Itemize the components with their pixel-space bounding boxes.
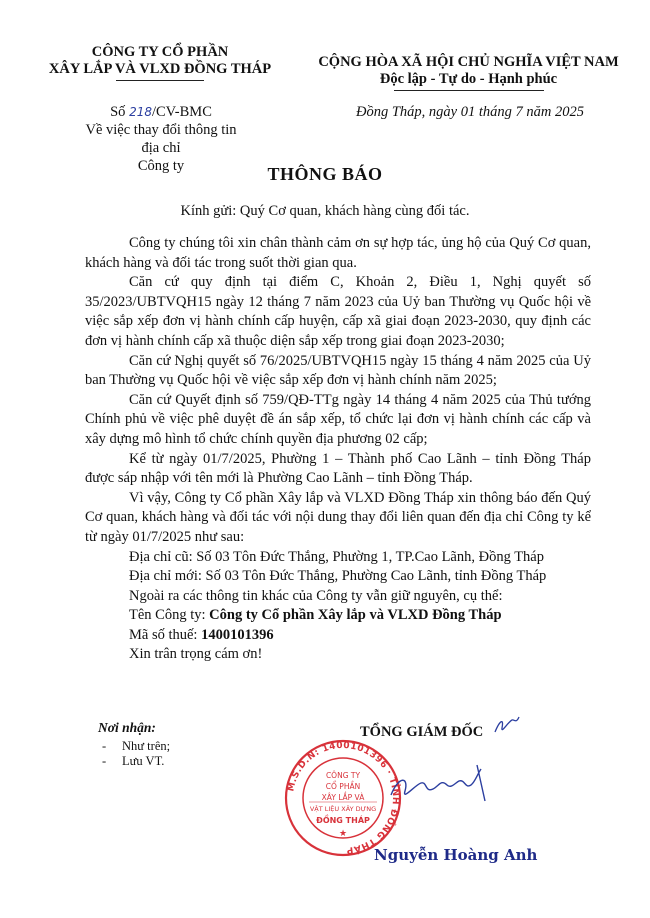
motto-divider — [394, 90, 544, 91]
handwritten-signature — [385, 755, 495, 815]
subject-line-1: Về việc thay đổi thông tin địa chỉ — [85, 122, 237, 156]
company-name-value: Công ty Cổ phần Xây lắp và VLXD Đồng Tháp — [209, 607, 502, 624]
nation-motto: Độc lập - Tự do - Hạnh phúc — [379, 71, 558, 87]
document-date: Đồng Tháp, ngày 01 tháng 7 năm 2025 — [356, 104, 584, 120]
stamp-ring-text: M.S.D.N: 1400101396 · TỈNH ĐỒNG THÁP — [286, 740, 401, 855]
paragraph-notice: Vì vậy, Công ty Cổ phần Xây lắp và VLXD Đồng Tháp xin thông báo đến Quý Cơ quan, khách hàng và đối tác với nội dung thay đổi liên quan đến địa chỉ Công ty kể từ ngày 01/7/2025 như sau: — [85, 489, 591, 545]
document-body — [85, 234, 591, 665]
paragraph-legal-basis-2: Căn cứ Nghị quyết số 76/2025/UBTVQH15 ngày 15 tháng 4 năm 2025 của Uỷ ban Thường vụ Quốc hội về việc sắp xếp đơn vị hành chính năm 2025; — [85, 352, 591, 389]
paragraph-legal-basis-1: Căn cứ quy định tại điểm C, Khoản 2, Điều 1, Nghị quyết số 35/2023/UBTVQH15 ngày 12 tháng 7 năm 2023 của Uỷ ban Thường vụ Quốc hội về việc sắp xếp đơn vị hành chính cấp huyện, cấp xã giai đoạn 2023-2030, quy định các đơn vị hành chính cấp xã thuộc diện sắp xếp trong giai đoạn 2023-2030; — [85, 274, 591, 349]
recipients-title: Nơi nhận: — [98, 720, 156, 735]
nation-line-1: CỘNG HÒA XÃ HỘI CHỦ NGHĨA VIỆT NAM — [318, 54, 619, 70]
subject-line-2: Công ty — [137, 158, 185, 174]
paragraph-legal-basis-3: Căn cứ Quyết định số 759/QĐ-TTg ngày 14 tháng 4 năm 2025 của Thủ tướng Chính phủ về việc phê duyệt đề án sắp xếp, tổ chức lại đơn vị hành chính các cấp và xây dựng mô hình tổ chức chính quyền địa phương 02 cấp; — [85, 391, 591, 447]
recipient-item: - Như trên; — [102, 739, 170, 754]
paragraph-thanks: Công ty chúng tôi xin chân thành cảm ơn sự hợp tác, ủng hộ của Quý Cơ quan, khách hàng và đối tác trong suốt thời gian qua. — [85, 235, 591, 271]
recipient-item: - Lưu VT. — [102, 754, 170, 769]
initials-scribble — [492, 714, 522, 736]
recipients-list — [102, 739, 170, 769]
closing-thanks: Xin trân trọng cám ơn! — [129, 646, 263, 663]
company-line-2: XÂY LẮP VÀ VLXD ĐỒNG THÁP — [48, 61, 272, 77]
stamp-line-4: VẬT LIỆU XÂY DỰNG — [309, 805, 377, 813]
stamp-line-1: CÔNG TY — [325, 771, 361, 780]
greeting: Kính gửi: Quý Cơ quan, khách hàng cùng đối tác. — [180, 203, 470, 219]
header-divider — [116, 80, 204, 81]
document-title: THÔNG BÁO — [267, 164, 383, 184]
other-info: Ngoài ra các thông tin khác của Công ty vẫn giữ nguyên, cụ thể: — [129, 587, 503, 604]
signer-name: Nguyễn Hoàng Anh — [374, 846, 538, 864]
stamp-line-2: CỔ PHẦN — [325, 782, 361, 791]
stamp-line-3: XÂY LẮP VÀ — [321, 793, 365, 802]
company-line-1: CÔNG TY CỔ PHẦN — [91, 44, 229, 60]
signer-title: TỔNG GIÁM ĐỐC — [360, 724, 484, 740]
stamp-line-5: ĐỒNG THÁP — [316, 816, 370, 825]
tax-code-row: Mã số thuế: 1400101396 — [129, 626, 274, 643]
nation-header — [296, 54, 641, 91]
paragraph-merger: Kể từ ngày 01/7/2025, Phường 1 – Thành phố Cao Lãnh – tỉnh Đồng Tháp được sáp nhập với tên mới là Phường Cao Lãnh – tỉnh Đồng Tháp. — [85, 450, 591, 487]
document-number: Số 218/CV-BMC — [110, 104, 212, 120]
recipients-block — [98, 720, 170, 769]
svg-text:★: ★ — [338, 829, 348, 839]
tax-code-value: 1400101396 — [201, 626, 274, 643]
handwritten-number: 218 — [129, 105, 152, 119]
new-address: Địa chỉ mới: Số 03 Tôn Đức Thắng, Phường Cao Lãnh, tỉnh Đồng Tháp — [129, 568, 547, 585]
old-address: Địa chỉ cũ: Số 03 Tôn Đức Thắng, Phường 1, TP.Cao Lãnh, Đồng Tháp — [129, 548, 544, 565]
company-name-row: Tên Công ty: Công ty Cổ phần Xây lắp và VLXD Đồng Tháp — [129, 607, 502, 624]
company-header — [40, 44, 280, 81]
